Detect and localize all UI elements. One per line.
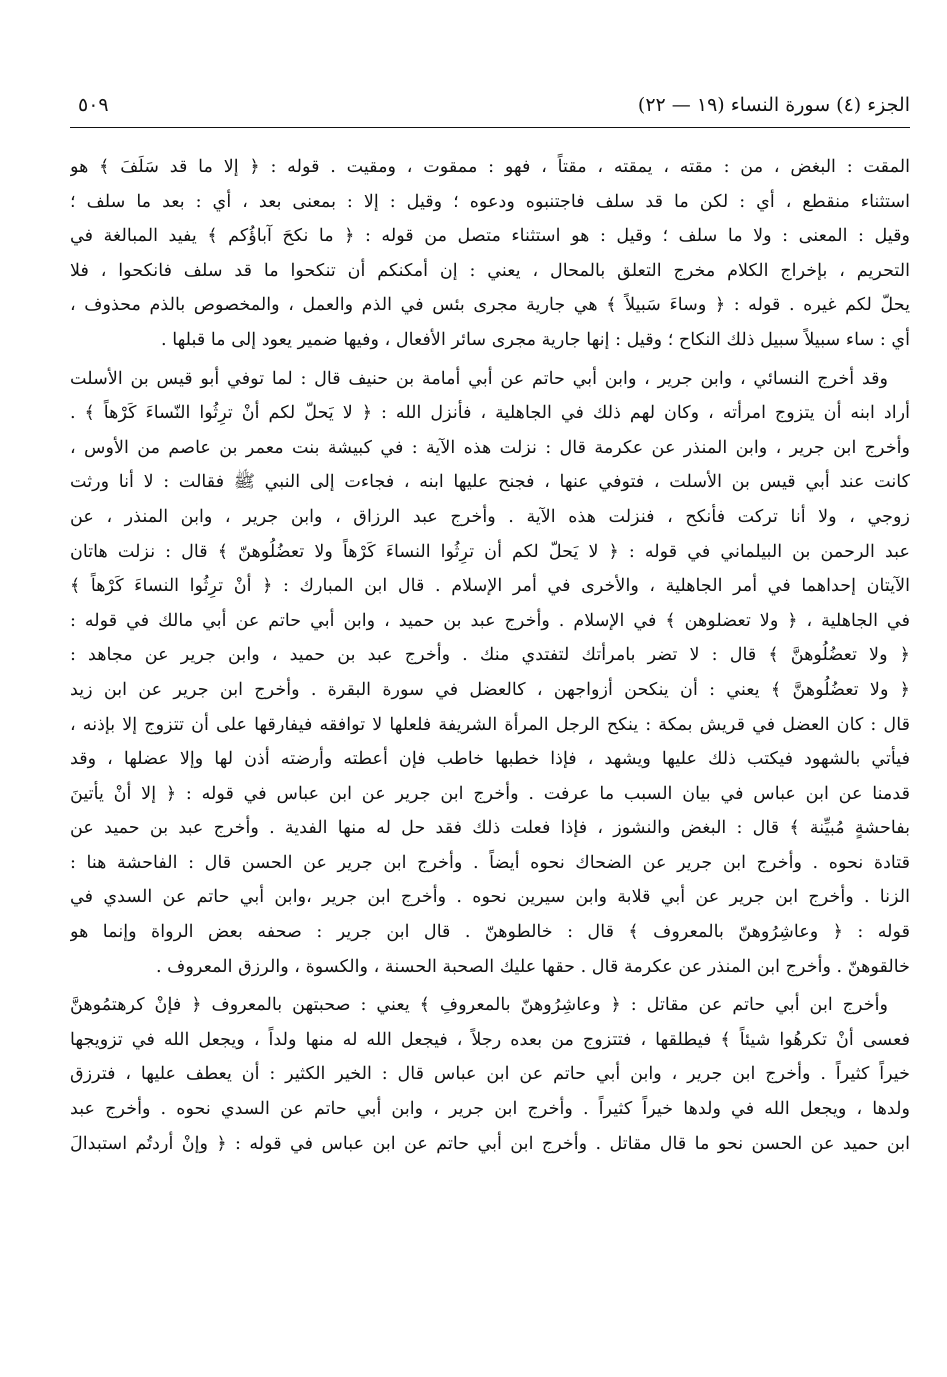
text-line: عبد الرحمن بن البيلماني في قوله : ﴿ لا يَحلّ لكم أن ترِثُوا النساءَ كَرْهاً ولا تعضُلُوهنّ ﴾ قال : نزلت هاتان (70, 541, 910, 562)
text-line: ولدها ، ويجعل الله في ولدها خيراً كثيراً . وأخرج ابن جرير ، وابن أبي حاتم عن السدي نحوه . وأخرج عبد (70, 1099, 910, 1120)
text-line: قال : كان العضل في قريش بمكة : ينكح الرجل المرأة الشريفة فلعلها لا توافقه فيفارقها على أن تتزوج إلا بإذنه ، (70, 714, 910, 735)
text-line: فعسى أنْ تكرهُوا شيئاً ﴾ فيطلقها ، فتتزوج من بعده رجلاً ، فيجعل الله له منها ولداً ، ويجعل الله في تزويجها (70, 1029, 910, 1050)
text-line: استثناء منقطع ، أي : لكن ما قد سلف فاجتنبوه ودعوه ؛ وقيل : إلا : بمعنى بعد ، أي : بعد ما سلف ؛ (70, 191, 910, 212)
text-line: خالقوهنّ . وأخرج ابن المنذر عن عكرمة قال . حقها عليك الصحبة الحسنة ، والكسوة ، والرزق المعروف . (155, 956, 910, 977)
text-line: قوله : ﴿ وعاشِرُوهنّ بالمعروف ﴾ قال : خالطوهنّ . قال ابن جرير : صحفه بعض الرواة وإنما هو (70, 922, 910, 943)
text-line: ﴿ ولا تعضُلُوهنَّ ﴾ يعني : أن ينكحن أزواجهن ، كالعضل في سورة البقرة . وأخرج ابن جرير عن ابن زيد (70, 679, 910, 700)
text-line: وأخرج ابن أبي حاتم عن مقاتل : ﴿ وعاشِرُوهنّ بالمعروفِ ﴾ يعني : صحبتهن بالمعروف ﴿ فإنْ كرهتمُوهنَّ (70, 995, 888, 1016)
text-line: وأخرج ابن جرير ، وابن المنذر عن عكرمة قال : نزلت هذه الآية : في كبيشة بنت معمر بن عاصم من الأوس ، (70, 437, 910, 458)
header-divider (70, 127, 910, 128)
page-number: ٥٠٩ (78, 94, 109, 116)
text-line: أراد ابنه أن يتزوج امرأته ، وكان لهم ذلك في الجاهلية ، فأنزل الله : ﴿ لا يَحلّ لكم أنْ ترِثُوا النّساءَ كَرْهاً ﴾ . (70, 403, 910, 424)
text-line: كانت عند أبي قيس بن الأسلت ، فتوفي عنها ، فجنح عليها ابنه ، فجاءت إلى النبي ﷺ فقالت : لا أنا ورثت (70, 472, 910, 493)
text-line: فيأتي بالشهود فيكتب ذلك عليها ويشهد ، فإذا خطبها خاطب فإن أعطته وأرضته أذن لها وإلا عضلها ، وقد (70, 749, 910, 770)
page-body-text (70, 150, 910, 1161)
text-line: وقد أخرج النسائي ، وابن جرير ، وابن أبي حاتم عن أبي أمامة بن حنيف قال : لما توفي أبو قيس بن الأسلت (70, 368, 888, 389)
text-line: أي : ساء سبيلاً سبيل ذلك النكاح ؛ وقيل : إنها جارية مجرى سائر الأفعال ، وفيها ضمير يعود إلى ما قبلها . (161, 329, 910, 350)
text-line: زوجي ، ولا أنا تركت فأنكح ، فنزلت هذه الآية . وأخرج عبد الرزاق ، وابن جرير ، وابن المنذر ، عن (70, 506, 910, 527)
text-line: قدمنا عن ابن عباس في بيان السبب ما عرفت . وأخرج ابن جرير عن ابن عباس في قوله : ﴿ إلا أنْ يأتينَ (70, 783, 910, 804)
text-line: التحريم ، بإخراج الكلام مخرج التعلق بالمحال ، يعني : إن أمكنكم أن تنكحوا ما قد سلف فانكحوا ، فلا (70, 260, 910, 281)
text-line: الزنا . وأخرج ابن جرير عن أبي قلابة وابن سيرين نحوه . وأخرج ابن جرير ،وابن أبي حاتم عن السدي في (70, 887, 910, 908)
text-line: الآيتان إحداهما في أمر الجاهلية ، والأخرى في أمر الإسلام . قال ابن المبارك : ﴿ أنْ ترِثُوا النساءَ كَرْهاً ﴾ (70, 576, 910, 597)
text-line: ابن حميد عن الحسن نحو ما قال مقاتل . وأخرج ابن أبي حاتم عن ابن عباس في قوله : ﴿ وإنْ أردتُم استبدالَ (70, 1133, 910, 1154)
page-header (70, 92, 910, 124)
text-line: المقت : البغض ، من : مقته ، يمقته ، مقتاً ، فهو : ممقوت ، ومقيت . قوله : ﴿ إلا ما قد سَلَفَ ﴾ هو (70, 157, 910, 177)
text-line: خيراً كثيراً . وأخرج ابن جرير ، وابن أبي حاتم عن ابن عباس قال : الخير الكثير : أن يعطف عليها ، فترزق (70, 1064, 910, 1085)
text-line: وقيل : المعنى : ولا ما سلف ؛ وقيل : هو استثناء متصل من قوله : ﴿ ما نكحَ آباؤُكم ﴾ يفيد المبالغة في (70, 226, 910, 247)
text-line: ﴿ ولا تعضُلُوهنَّ ﴾ قال : لا تضر بامرأتك لتفتدي منك . وأخرج عبد بن حميد ، وابن جرير عن مجاهد : (70, 645, 910, 666)
running-title: الجزء (٤) سورة النساء (١٩ — ٢٢) (637, 94, 910, 116)
text-line: يحلّ لكم غيره . قوله : ﴿ وساءَ سَبيلاً ﴾ هي جارية مجرى بئس في الذم والعمل ، والمخصوص بالذم محذوف ، (70, 295, 910, 316)
text-line: في الجاهلية ، ﴿ ولا تعضلوهن ﴾ في الإسلام . وأخرج عبد بن حميد ، وابن أبي حاتم عن أبي مالك في قوله : (70, 610, 910, 631)
text-line: بفاحشةٍ مُبيِّنة ﴾ قال : البغض والنشوز ، فإذا فعلت ذلك فقد حل له منها الفدية . وأخرج عبد بن حميد عن (70, 818, 910, 839)
text-line: قتادة نحوه . وأخرج ابن جرير عن الضحاك نحوه أيضاً . وأخرج ابن جرير عن الحسن قال : الفاحشة هنا : (70, 852, 910, 873)
